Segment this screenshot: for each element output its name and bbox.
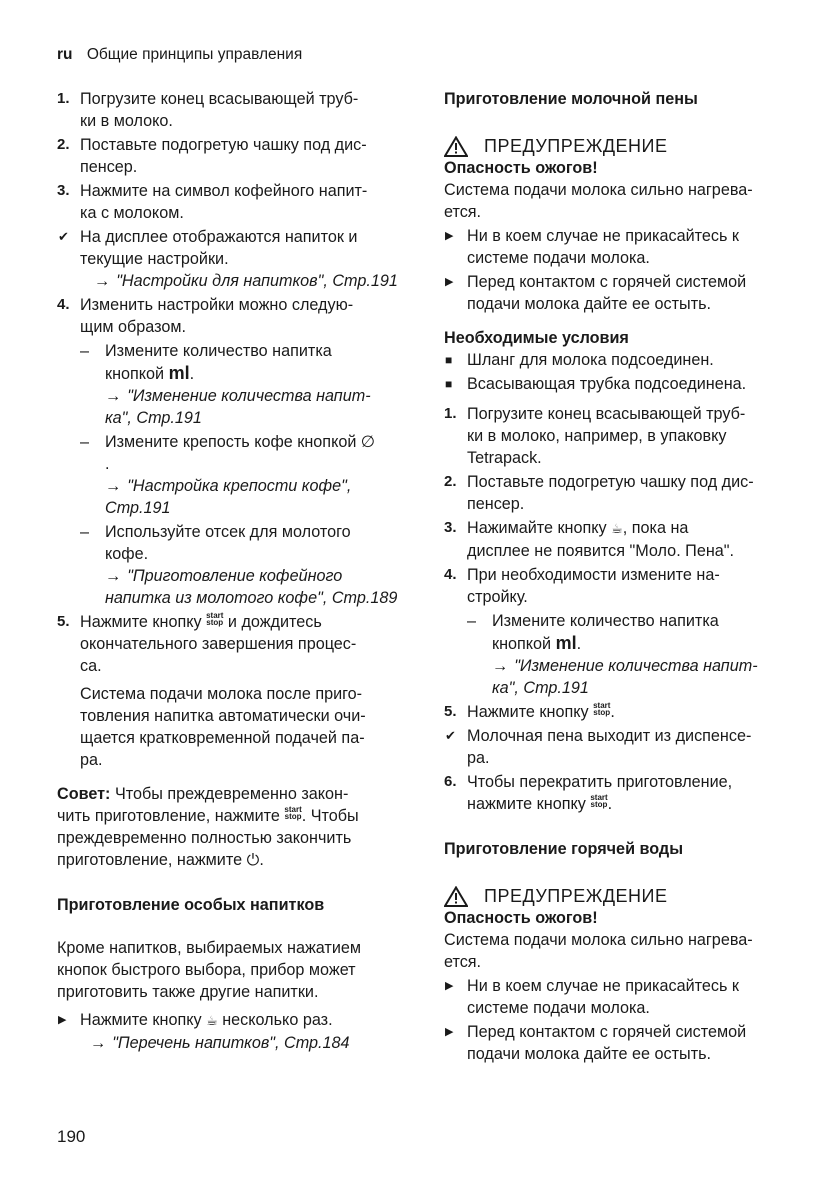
warning-heading: ПРЕДУПРЕЖДЕНИЕ [444, 135, 794, 157]
sub-item: – Измените количество напитка кнопкой ml. → "Изменение количества напит- ка", Стр.191 [467, 610, 794, 699]
ml-icon: ml [555, 633, 577, 653]
sub-item: – Измените крепость кофе кнопкой ∅ . → "Настройка крепости кофе", Стр.191 [80, 431, 403, 519]
cup-icon: ☕ [611, 521, 623, 536]
start-stop-icon: start stop [590, 793, 608, 809]
language-code: ru [57, 46, 73, 63]
strength-icon: ∅ [360, 433, 375, 451]
paragraph: Система подачи молока сильно нагрева- ется. [444, 181, 753, 221]
result-item: ✔ На дисплее отображаются напиток и текущие настройки. → "Настройки для напитков", Стр.191 [57, 226, 403, 292]
cup-icon: ☕ [206, 1013, 218, 1028]
list-item: 2. Поставьте подогретую чашку под дис- пенсер. [57, 136, 367, 176]
sub-item: – Используйте отсек для молотого кофе. → "Приготовление кофейного напитка из молотого кофе", Стр.189 [80, 521, 403, 609]
warning-triangle-icon [444, 136, 468, 157]
action-item: ▶ Ни в коем случае не прикасайтесь к системе подачи молока. [445, 977, 739, 1017]
tip: Совет: Чтобы преждевременно закон- чить приготовление, нажмите start stop. Чтобы преждевременно полностью закончить приготовление, нажмите ⏻. [57, 785, 359, 869]
right-column [444, 88, 794, 1067]
list-item: ■ Шланг для молока подсоединен. [445, 351, 714, 369]
bullet-triangle-icon: ▶ [58, 1014, 67, 1026]
list-item: 5. Нажмите кнопку start stop и дождитесь окончательного завершения процес- са. [57, 611, 357, 675]
bullet-triangle-icon: ▶ [445, 980, 454, 992]
cross-reference: → "Настройка крепости кофе", Стр.191 [105, 477, 352, 517]
cross-reference: → "Приготовление кофейного напитка из молотого кофе", Стр.189 [105, 567, 398, 607]
section-heading: Приготовление молочной пены [444, 90, 698, 108]
bullet-triangle-icon: ▶ [445, 230, 454, 242]
action-item: ▶ Перед контактом с горячей системой подачи молока дайте ее остыть. [445, 273, 747, 313]
sub-item: – Измените количество напитка кнопкой ml. → "Изменение количества напит- ка", Стр.191 [80, 340, 403, 429]
start-stop-icon: start stop [593, 701, 611, 717]
list-item: 4. Изменить настройки можно следую- щим образом. [57, 296, 354, 336]
cross-reference: → "Изменение количества напит- ка", Стр.191 [105, 387, 371, 427]
section-heading: Необходимые условия [444, 329, 629, 347]
bullet-triangle-icon: ▶ [445, 276, 454, 288]
danger-label: Опасность ожогов! [444, 909, 598, 927]
cross-reference: → "Изменение количества напит- ка", Стр.191 [492, 657, 758, 697]
list-item: 6. Чтобы перекратить приготовление, нажмите кнопку start stop. [444, 773, 733, 813]
section-heading: Приготовление горячей воды [444, 840, 684, 858]
power-icon: ⏻ [246, 851, 260, 869]
warning-triangle-icon [444, 886, 468, 907]
list-item: 3. Нажмите на символ кофейного напит- ка с молоком. [57, 182, 368, 222]
section-heading: Приготовление особых напитков [57, 896, 325, 914]
paragraph: Кроме напитков, выбираемых нажатием кнопок быстрого выбора, прибор может приготовить также другие напитки. [57, 939, 362, 1001]
bullet-triangle-icon: ▶ [445, 1026, 454, 1038]
check-icon: ✔ [58, 229, 69, 244]
list-item: ■ Всасывающая трубка подсоединена. [445, 375, 747, 393]
page-number: 190 [57, 1127, 86, 1146]
list-item: 1. Погрузите конец всасывающей труб- ки в молоко, например, в упаковку Tetrapack. [444, 405, 746, 467]
page-header [57, 44, 302, 66]
list-item: 3. Нажимайте кнопку ☕, пока на дисплее не появится "Моло. Пена". [444, 519, 735, 560]
list-item: 4. При необходимости измените на- стройку. [444, 566, 720, 606]
start-stop-icon: start stop [206, 611, 224, 627]
note-text: Система подачи молока после приго- товления напитка автоматически очи- щается кратковременной подачей па- ра. [80, 685, 366, 769]
cross-reference: → "Настройки для напитков", Стр.191 [94, 272, 398, 290]
cross-reference: → "Перечень напитков", Стр.184 [90, 1034, 350, 1052]
action-item: ▶ Нажмите кнопку ☕ несколько раз. → "Перечень напитков", Стр.184 [57, 1009, 403, 1054]
result-item: ✔ Молочная пена выходит из диспенсе- ра. [445, 727, 752, 767]
danger-label: Опасность ожогов! [444, 159, 598, 177]
section-title: Общие принципы управления [86, 46, 303, 63]
ml-icon: ml [168, 363, 190, 383]
check-icon: ✔ [445, 728, 456, 743]
action-item: ▶ Ни в коем случае не прикасайтесь к системе подачи молока. [445, 227, 739, 267]
start-stop-icon: start stop [284, 805, 302, 821]
list-item: 1. Погрузите конец всасывающей труб- ки в молоко. [57, 90, 359, 130]
list-item: 5. Нажмите кнопку start stop. [444, 701, 615, 721]
list-item: 2. Поставьте подогретую чашку под дис- пенсер. [444, 473, 754, 513]
action-item: ▶ Перед контактом с горячей системой подачи молока дайте ее остыть. [445, 1023, 747, 1063]
paragraph: Система подачи молока сильно нагрева- ется. [444, 931, 753, 971]
left-column [57, 88, 403, 1056]
warning-heading: ПРЕДУПРЕЖДЕНИЕ [444, 885, 794, 907]
